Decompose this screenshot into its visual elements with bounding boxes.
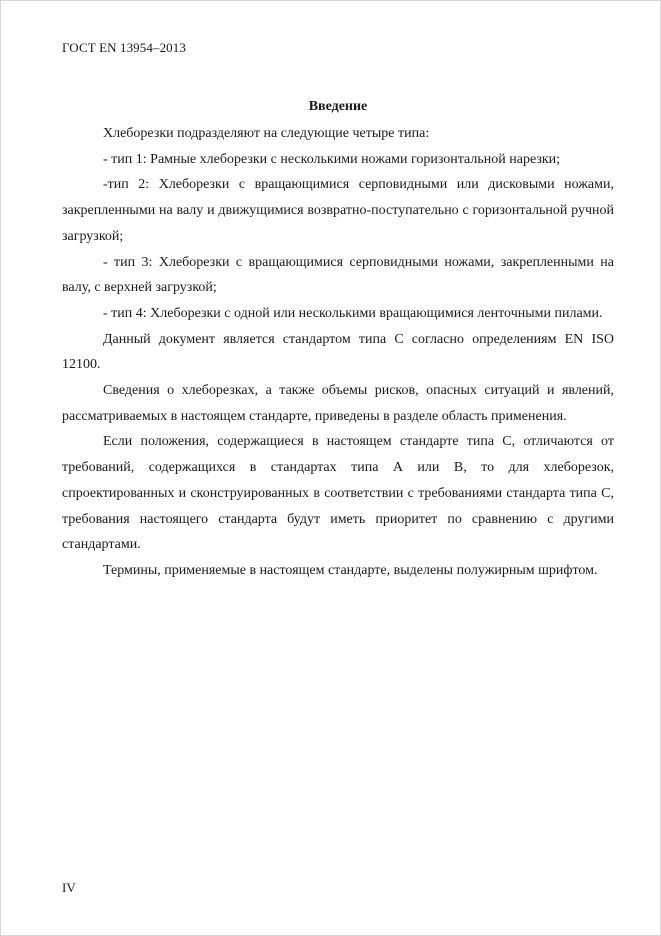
page-number: IV xyxy=(62,880,76,895)
paragraph-standard-type: Данный документ является стандартом типа С согласно определениям EN ISO 12100. xyxy=(62,331,614,373)
document-body xyxy=(62,98,614,584)
paragraph-risks: Сведения о хлеборезках, а также объемы рисков, опасных ситуаций и явлений, рассматриваемых в настоящем стандарте, приведены в разделе область применения. xyxy=(62,383,614,424)
paragraph-terms: Термины, применяемые в настоящем стандарте, выделены полужирным шрифтом. xyxy=(103,562,598,578)
paragraph-priority: Если положения, содержащиеся в настоящем стандарте типа С, отличаются от требований, содержащихся в стандартах типа А или В, то для хлеборезок, спроектированных и сконструированных в соответствии с требованиями стандарта типа С, требования настоящего стандарта будут иметь приоритет по сравнению с другими стандартами. xyxy=(62,434,614,553)
paragraph-type-1: - тип 1: Рамные хлеборезки с несколькими ножами горизонтальной нарезки; xyxy=(103,151,561,167)
document-header: ГОСТ EN 13954–2013 xyxy=(62,40,186,55)
paragraph-type-3: - тип 3: Хлеборезки с вращающимися серповидными ножами, закрепленными на валу, с верхней загрузкой; xyxy=(62,254,614,296)
section-title: Введение xyxy=(308,99,368,114)
paragraph-type-2: -тип 2: Хлеборезки с вращающимися серповидными или дисковыми ножами, закрепленными на валу и движущимися возвратно-поступательно с горизонтальной ручной загрузкой; xyxy=(62,177,614,244)
paragraph-type-4: - тип 4: Хлеборезки с одной или несколькими вращающимися ленточными пилами. xyxy=(103,305,603,321)
paragraph-intro: Хлеборезки подразделяют на следующие четыре типа: xyxy=(103,126,430,141)
